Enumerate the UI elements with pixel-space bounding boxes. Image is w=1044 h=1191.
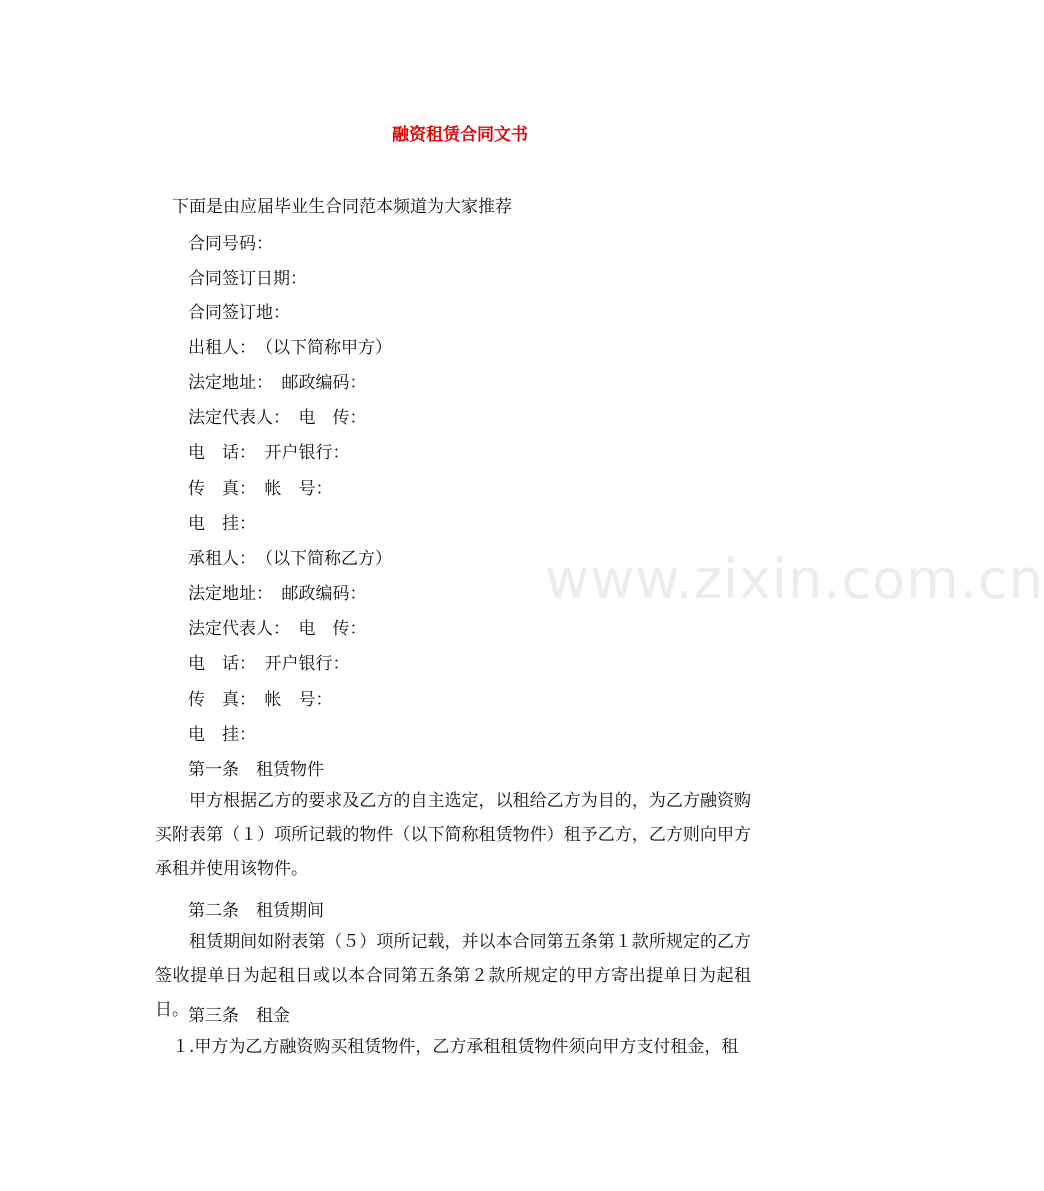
field-lessee: 承租人： （以下简称乙方） (188, 549, 392, 569)
article-2-heading: 第二条 租赁期间 (188, 901, 324, 921)
field-sign-place: 合同签订地： (188, 303, 290, 323)
intro-line: 下面是由应届毕业生合同范本频道为大家推荐 (172, 197, 512, 217)
field-lessee-representative: 法定代表人： 电 传： (188, 619, 367, 639)
field-lessee-address: 法定地址： 邮政编码： (188, 584, 367, 604)
field-lessor-fax: 传 真： 帐 号： (188, 479, 333, 499)
article-3-heading: 第三条 租金 (188, 1006, 290, 1026)
field-lessor-representative: 法定代表人： 电 传： (188, 408, 367, 428)
field-lessee-fax: 传 真： 帐 号： (188, 690, 333, 710)
field-lessee-phone: 电 话： 开户银行： (188, 654, 350, 674)
article-1-body: 甲方根据乙方的要求及乙方的自主选定，以租给乙方为目的，为乙方融资购买附表第（１）项所记载的物件（以下简称租赁物件）租予乙方，乙方则向甲方承租并使用该物件。 (155, 791, 751, 879)
field-contract-number: 合同号码： (188, 234, 273, 254)
watermark: www.zixin.com.cn (545, 548, 1044, 611)
field-lessor-cable: 电 挂： (188, 514, 256, 534)
field-sign-date: 合同签订日期： (188, 269, 307, 289)
article-1-heading: 第一条 租赁物件 (188, 760, 324, 780)
article-3-body: １.甲方为乙方融资购买租赁物件，乙方承租租赁物件须向甲方支付租金，租 (155, 1037, 739, 1057)
field-lessor-address: 法定地址： 邮政编码： (188, 373, 367, 393)
article-2-body: 租赁期间如附表第（５）项所记载，并以本合同第五条第１款所规定的乙方签收提单日为起租日或以本合同第五条第２款所规定的甲方寄出提单日为起租日。 (155, 932, 751, 1020)
field-lessor-phone: 电 话： 开户银行： (188, 443, 350, 463)
document-title: 融资租赁合同文书 (392, 125, 528, 145)
field-lessor: 出租人： （以下简称甲方） (188, 338, 392, 358)
field-lessee-cable: 电 挂： (188, 725, 256, 745)
